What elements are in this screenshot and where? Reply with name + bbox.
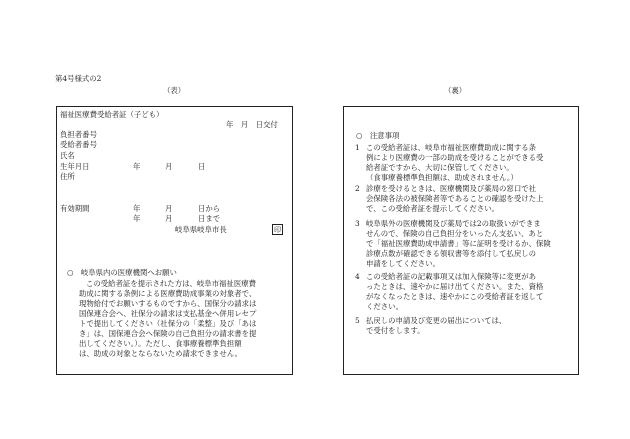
item-line: この受給者証の記載事項又は加入保険等に変更があ <box>366 272 536 281</box>
birth-date-label: 生年月日 <box>60 162 90 171</box>
valid-from-day: 日から <box>198 204 221 213</box>
name-label: 氏名 <box>60 151 75 160</box>
notice-line: き」は、国保連合会へ保険の自己負担分の請求書を提 <box>79 329 257 338</box>
item-line: 申請をしてください。 <box>366 259 440 268</box>
item-line: 会保険各法の被保険者等であることの確認を受けた上 <box>366 194 544 203</box>
issue-date: 年 月 日交付 <box>226 120 278 129</box>
birth-day: 日 <box>198 162 206 171</box>
seal-stamp: 印 <box>274 226 281 234</box>
item-line: ください。 <box>366 302 403 311</box>
address-label: 住所 <box>60 172 75 181</box>
item-line: 払戻しの申請及び変更の届出については、 <box>366 316 507 325</box>
valid-from-year: 年 <box>133 204 141 213</box>
back-item-5 <box>366 316 506 336</box>
notice-line: 国保連合会へ、社保分の請求は支払基金へ併用レセプ <box>79 309 257 318</box>
item-line: 診療を受けるときは、医療機関及び薬局の窓口で社 <box>366 184 536 193</box>
notice-line: 助成に関する条例による医療費助成事業の対象者で、 <box>79 289 257 298</box>
item-line: がなくなったときは、速やかにこの受給者証を返して <box>366 292 544 301</box>
validity-period-label: 有効期間 <box>60 204 90 213</box>
item-line: 例により医療費の一部の助成を受けることができる受 <box>366 153 544 162</box>
notice-heading: ○ 岐阜県内の医療機関へお願い <box>67 268 177 277</box>
valid-from-month: 月 <box>165 204 173 213</box>
item-line: で受付をします。 <box>366 326 425 335</box>
item-number: 1 <box>355 143 360 152</box>
item-line: で、この受給者証を提示してください。 <box>366 204 499 213</box>
item-line: 診療点数が確認できる領収書等を添付して払戻しの <box>366 249 536 258</box>
back-label: （裏） <box>444 86 467 95</box>
notice-line: 現物給付でお願いするものですから、国保分の請求は <box>79 299 257 308</box>
issuer-name: 岐阜県岐阜市長 <box>175 225 227 234</box>
notice-line: は、助成の対象とならないため請求できません。 <box>79 349 243 358</box>
notice-line: トで提出してください（社保分の「柔整」及び「あは <box>79 319 257 328</box>
back-item-4 <box>366 272 543 312</box>
item-line: ったときは、速やかに届け出てください。また、資格 <box>366 282 544 291</box>
notice-line: 出してください。）。ただし、食事療養標準負担額 <box>79 339 242 348</box>
item-line: この受給者証は、岐阜市福祉医療費助成に関する条 <box>366 143 536 152</box>
valid-to-month: 月 <box>165 214 173 223</box>
back-heading: ○ 注意事項 <box>356 131 400 140</box>
recipient-number-label: 受給者番号 <box>60 140 97 149</box>
item-line: 岐阜県外の医療機関及び薬局では2の取扱いができま <box>366 219 541 228</box>
back-item-2 <box>366 184 543 214</box>
insurer-number-label: 負担者番号 <box>60 130 97 139</box>
item-number: 2 <box>355 184 360 193</box>
form-number: 第4号様式の2 <box>55 74 102 83</box>
valid-to-day: 日まで <box>198 214 221 223</box>
item-number: 3 <box>355 219 360 228</box>
front-title: 福祉医療費受給者証（子ども） <box>60 110 164 119</box>
item-line: 給者証ですから、大切に保管してください。 <box>366 163 514 172</box>
notice-line: この受給者証を提示された方は、岐阜市福祉医療費 <box>86 279 256 288</box>
item-number: 5 <box>355 316 360 325</box>
item-number: 4 <box>355 272 360 281</box>
item-line: で「福祉医療費助成申請書」等に証明を受けるか、保険 <box>366 239 551 248</box>
item-line: せんので、保険の自己負担分をいったん支払い、あと <box>366 229 544 238</box>
notice-body <box>79 279 256 359</box>
item-line: （食事療養標準負担額は、助成されません。） <box>366 173 518 182</box>
front-label: （表） <box>163 86 186 95</box>
birth-year: 年 <box>133 162 141 171</box>
birth-month: 月 <box>165 162 173 171</box>
back-item-1 <box>366 143 543 183</box>
back-item-3 <box>366 219 551 269</box>
valid-to-year: 年 <box>133 214 141 223</box>
